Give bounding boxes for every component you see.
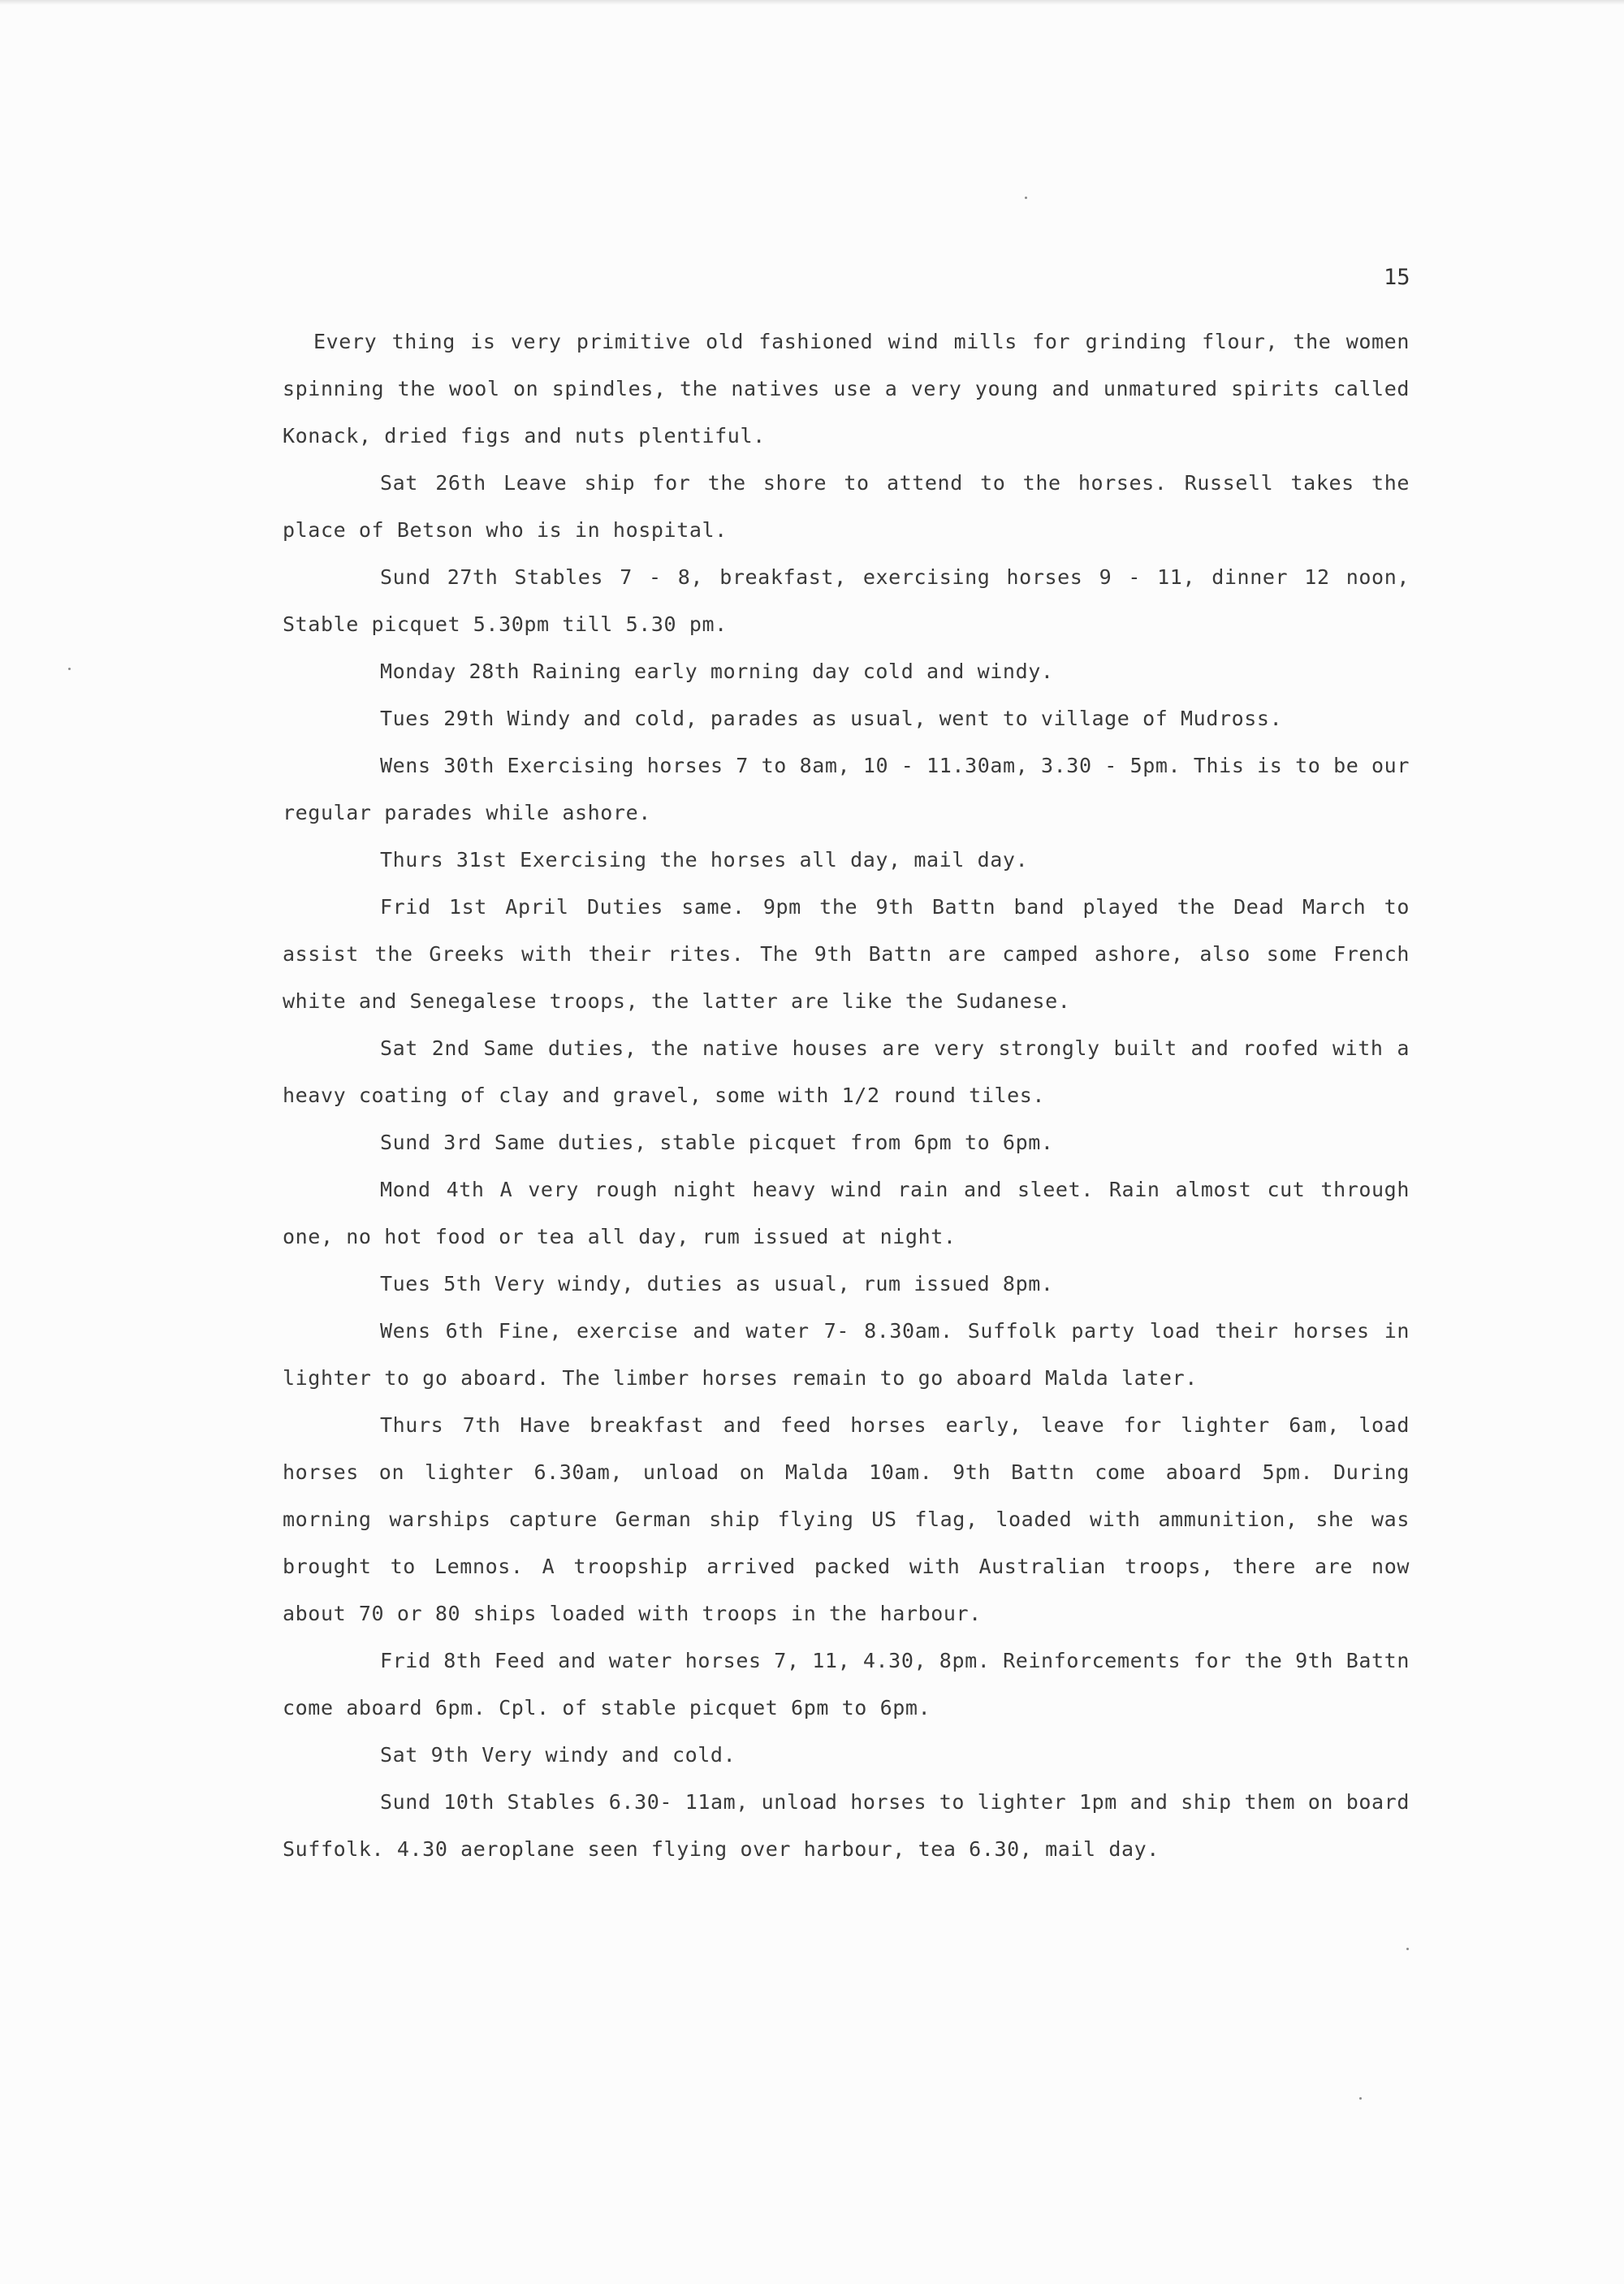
diary-entry: Sat 2nd Same duties, the native houses are very strongly built and roofed with a heavy coating of clay and gravel, some with 1/2 round tiles. [283,1036,1410,1107]
diary-entry: Sund 3rd Same duties, stable picquet from 6pm to 6pm. [380,1131,1054,1154]
page-number: 15 [1384,265,1410,290]
diary-entry: Tues 29th Windy and cold, parades as usual, went to village of Mudross. [380,707,1283,730]
diary-entry: Monday 28th Raining early morning day cold and windy. [380,660,1054,683]
diary-entry: Sund 27th Stables 7 - 8, breakfast, exercising horses 9 - 11, dinner 12 noon, Stable picquet 5.30pm till 5.30 pm. [283,565,1410,636]
diary-entry: Frid 8th Feed and water horses 7, 11, 4.30, 8pm. Reinforcements for the 9th Battn come aboard 6pm. Cpl. of stable picquet 6pm to 6pm. [283,1649,1410,1719]
paper-speck [1359,2097,1362,2100]
diary-entry: Wens 30th Exercising horses 7 to 8am, 10 - 11.30am, 3.30 - 5pm. This is to be our regular parades while ashore. [283,754,1410,824]
diary-entry: Wens 6th Fine, exercise and water 7- 8.30am. Suffolk party load their horses in lighter to go aboard. The limber horses remain to go aboard Malda later. [283,1319,1410,1390]
diary-text [283,318,1410,1873]
diary-entry: Sat 26th Leave ship for the shore to attend to the horses. Russell takes the place of Betson who is in hospital. [283,471,1410,542]
page-top-edge [0,0,1624,5]
diary-entry: Thurs 31st Exercising the horses all day, mail day. [380,848,1029,872]
paper-speck [1025,197,1027,199]
paper-speck [68,668,71,670]
diary-entry: Sund 10th Stables 6.30- 11am, unload horses to lighter 1pm and ship them on board Suffolk. 4.30 aeroplane seen flying over harbour, tea 6.30, mail day. [283,1790,1410,1861]
paper-speck [1406,1948,1409,1950]
diary-entry: Mond 4th A very rough night heavy wind rain and sleet. Rain almost cut through one, no hot food or tea all day, rum issued at night. [283,1178,1410,1248]
diary-entry: Thurs 7th Have breakfast and feed horses early, leave for lighter 6am, load horses on lighter 6.30am, unload on Malda 10am. 9th Battn come aboard 5pm. During morning warships capture German ship flying US flag, loaded with ammunition, she was brought to Lemnos. A troopship arrived packed with Australian troops, there are now about 70 or 80 ships loaded with troops in the harbour. [283,1413,1410,1625]
diary-entry: Tues 5th Very windy, duties as usual, rum issued 8pm. [380,1272,1054,1296]
paragraph: Every thing is very primitive old fashioned wind mills for grinding flour, the women spinning the wool on spindles, the natives use a very young and unmatured spirits called Konack, dried figs and nuts plentiful. [283,330,1410,448]
diary-entry: Sat 9th Very windy and cold. [380,1743,736,1767]
diary-entry: Frid 1st April Duties same. 9pm the 9th Battn band played the Dead March to assist the Greeks with their rites. The 9th Battn are camped ashore, also some French white and Senegalese troops, the latter are like the Sudanese. [283,895,1410,1013]
